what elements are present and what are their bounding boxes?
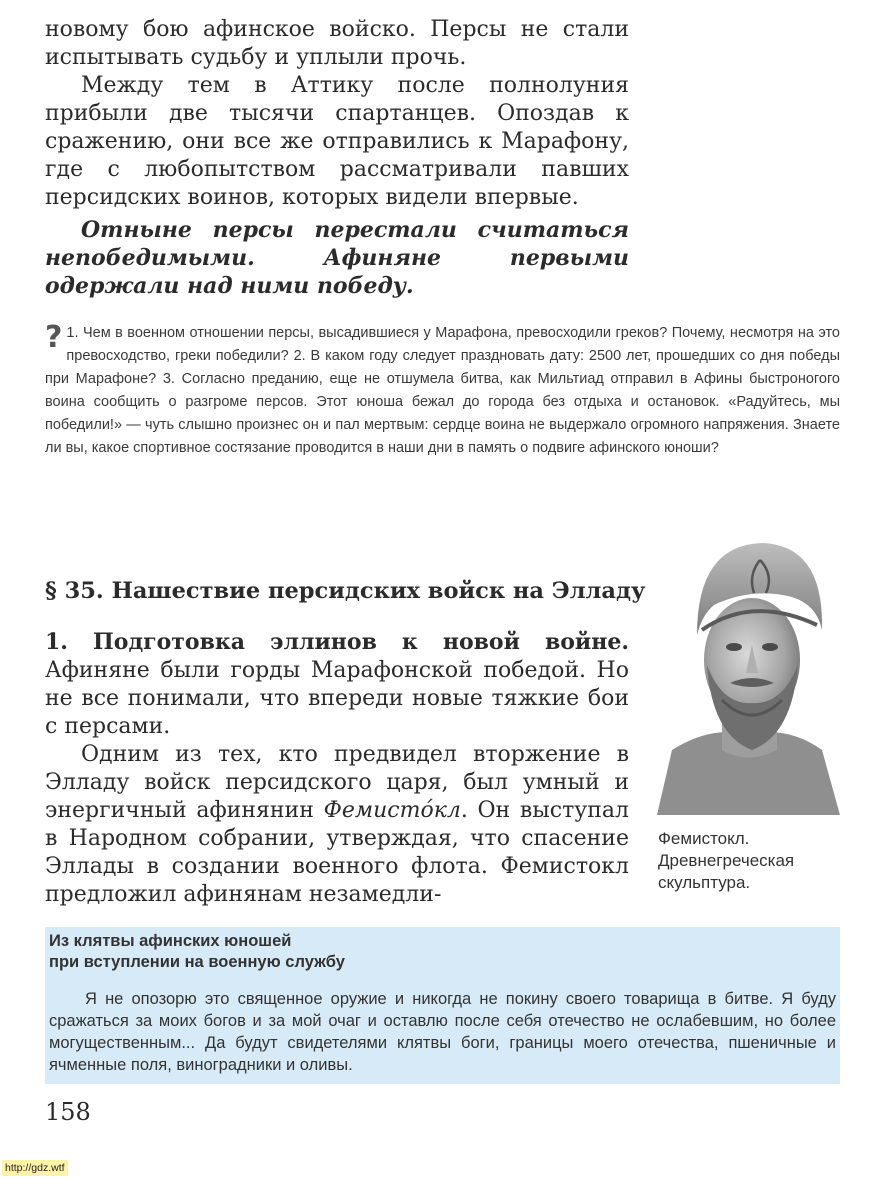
paragraph-spartans: Между тем в Аттику после полнолуния прибыли две тысячи спартанцев. Опоздав к сражению, они все же отправились к Марафону, где с любопытством рассматривали павших персидских воинов, которых видели впервые. (45, 73, 629, 210)
paragraph-continued: новому бою афинское войско. Персы не стали испытывать судьбу и уплыли прочь. (45, 17, 629, 70)
figure-caption: Фемистокл. Древнегреческая скульптура. (658, 829, 795, 892)
oath-title-line1: Из клятвы афинских юношей (49, 932, 292, 950)
themistocles-text-end: . Он выступал в Народном собрании, утверждая, что спасение Эллады в создании военного флота. Фемистокл предложил афинянам незамедли- (45, 798, 629, 907)
oath-title-line2: при вступлении на военную службу (49, 953, 345, 971)
subsection-text: Афиняне были горды Марафонской победой. Но не все понимали, что впереди новые тяжкие бои с персами. (45, 658, 629, 739)
page-number: 158 (45, 1098, 91, 1126)
questions-text: 1. Чем в военном отношении персы, высадившиеся у Марафона, превосходили греков? Почему, несмотря на это превосходство, греки победили? 2. В каком году следует праздновать дату: 2500 лет, прошедших со дня победы при Марафоне? 3. Согласно преданию, еще не отшумела битва, как Мильтиад отправил в Афины быстроногого воина сообщить о разгроме персов. Этот юноша бежал до города без отдыха и остановок. «Радуйтесь, мы победили!» — чуть слышно произнес он и пал мертвым: сердце воина не выдержало огромного напряжения. Знаете ли вы, какое спортивное состязание проводится в наши дни в память о подвиге афинского юноши? (45, 325, 840, 456)
oath-text: Я не опозорю это священное оружие и никогда не покину своего товарища в битве. Я буду сражаться за моих богов и за мой очаг и оставлю после себя отечество не ослабевшим, но более могущественным... Да будут свидетелями клятвы боги, границы моего отечества, пшеничные и ячменные поля, виноградники и оливы. (49, 990, 836, 1074)
themistocles-text-start: Одним из тех, кто предвидел вторжение в Элладу войск персидского царя, был умный и энергичный афинянин (45, 742, 629, 823)
oath-title (49, 931, 345, 973)
oath-box (45, 927, 840, 1084)
themistocles-paragraph (45, 741, 629, 909)
subsection-paragraph (45, 628, 629, 741)
section-title: § 35. Нашествие персидских войск на Элладу (45, 578, 646, 604)
section-body (45, 628, 629, 909)
site-watermark-link[interactable]: http://gdz.wtf (2, 1160, 68, 1176)
subsection-heading: 1. Подготовка эллинов к новой войне. (45, 629, 629, 655)
top-text-block (45, 16, 629, 300)
question-mark-icon: ? (45, 320, 63, 355)
themistocles-bust-icon (652, 535, 842, 815)
conclusion-text: Отныне персы перестали считаться непобедимыми. Афиняне первыми одержали над ними победу. (45, 217, 629, 299)
questions-block (45, 322, 840, 460)
themistocles-name: Фемисто́кл (323, 798, 461, 823)
